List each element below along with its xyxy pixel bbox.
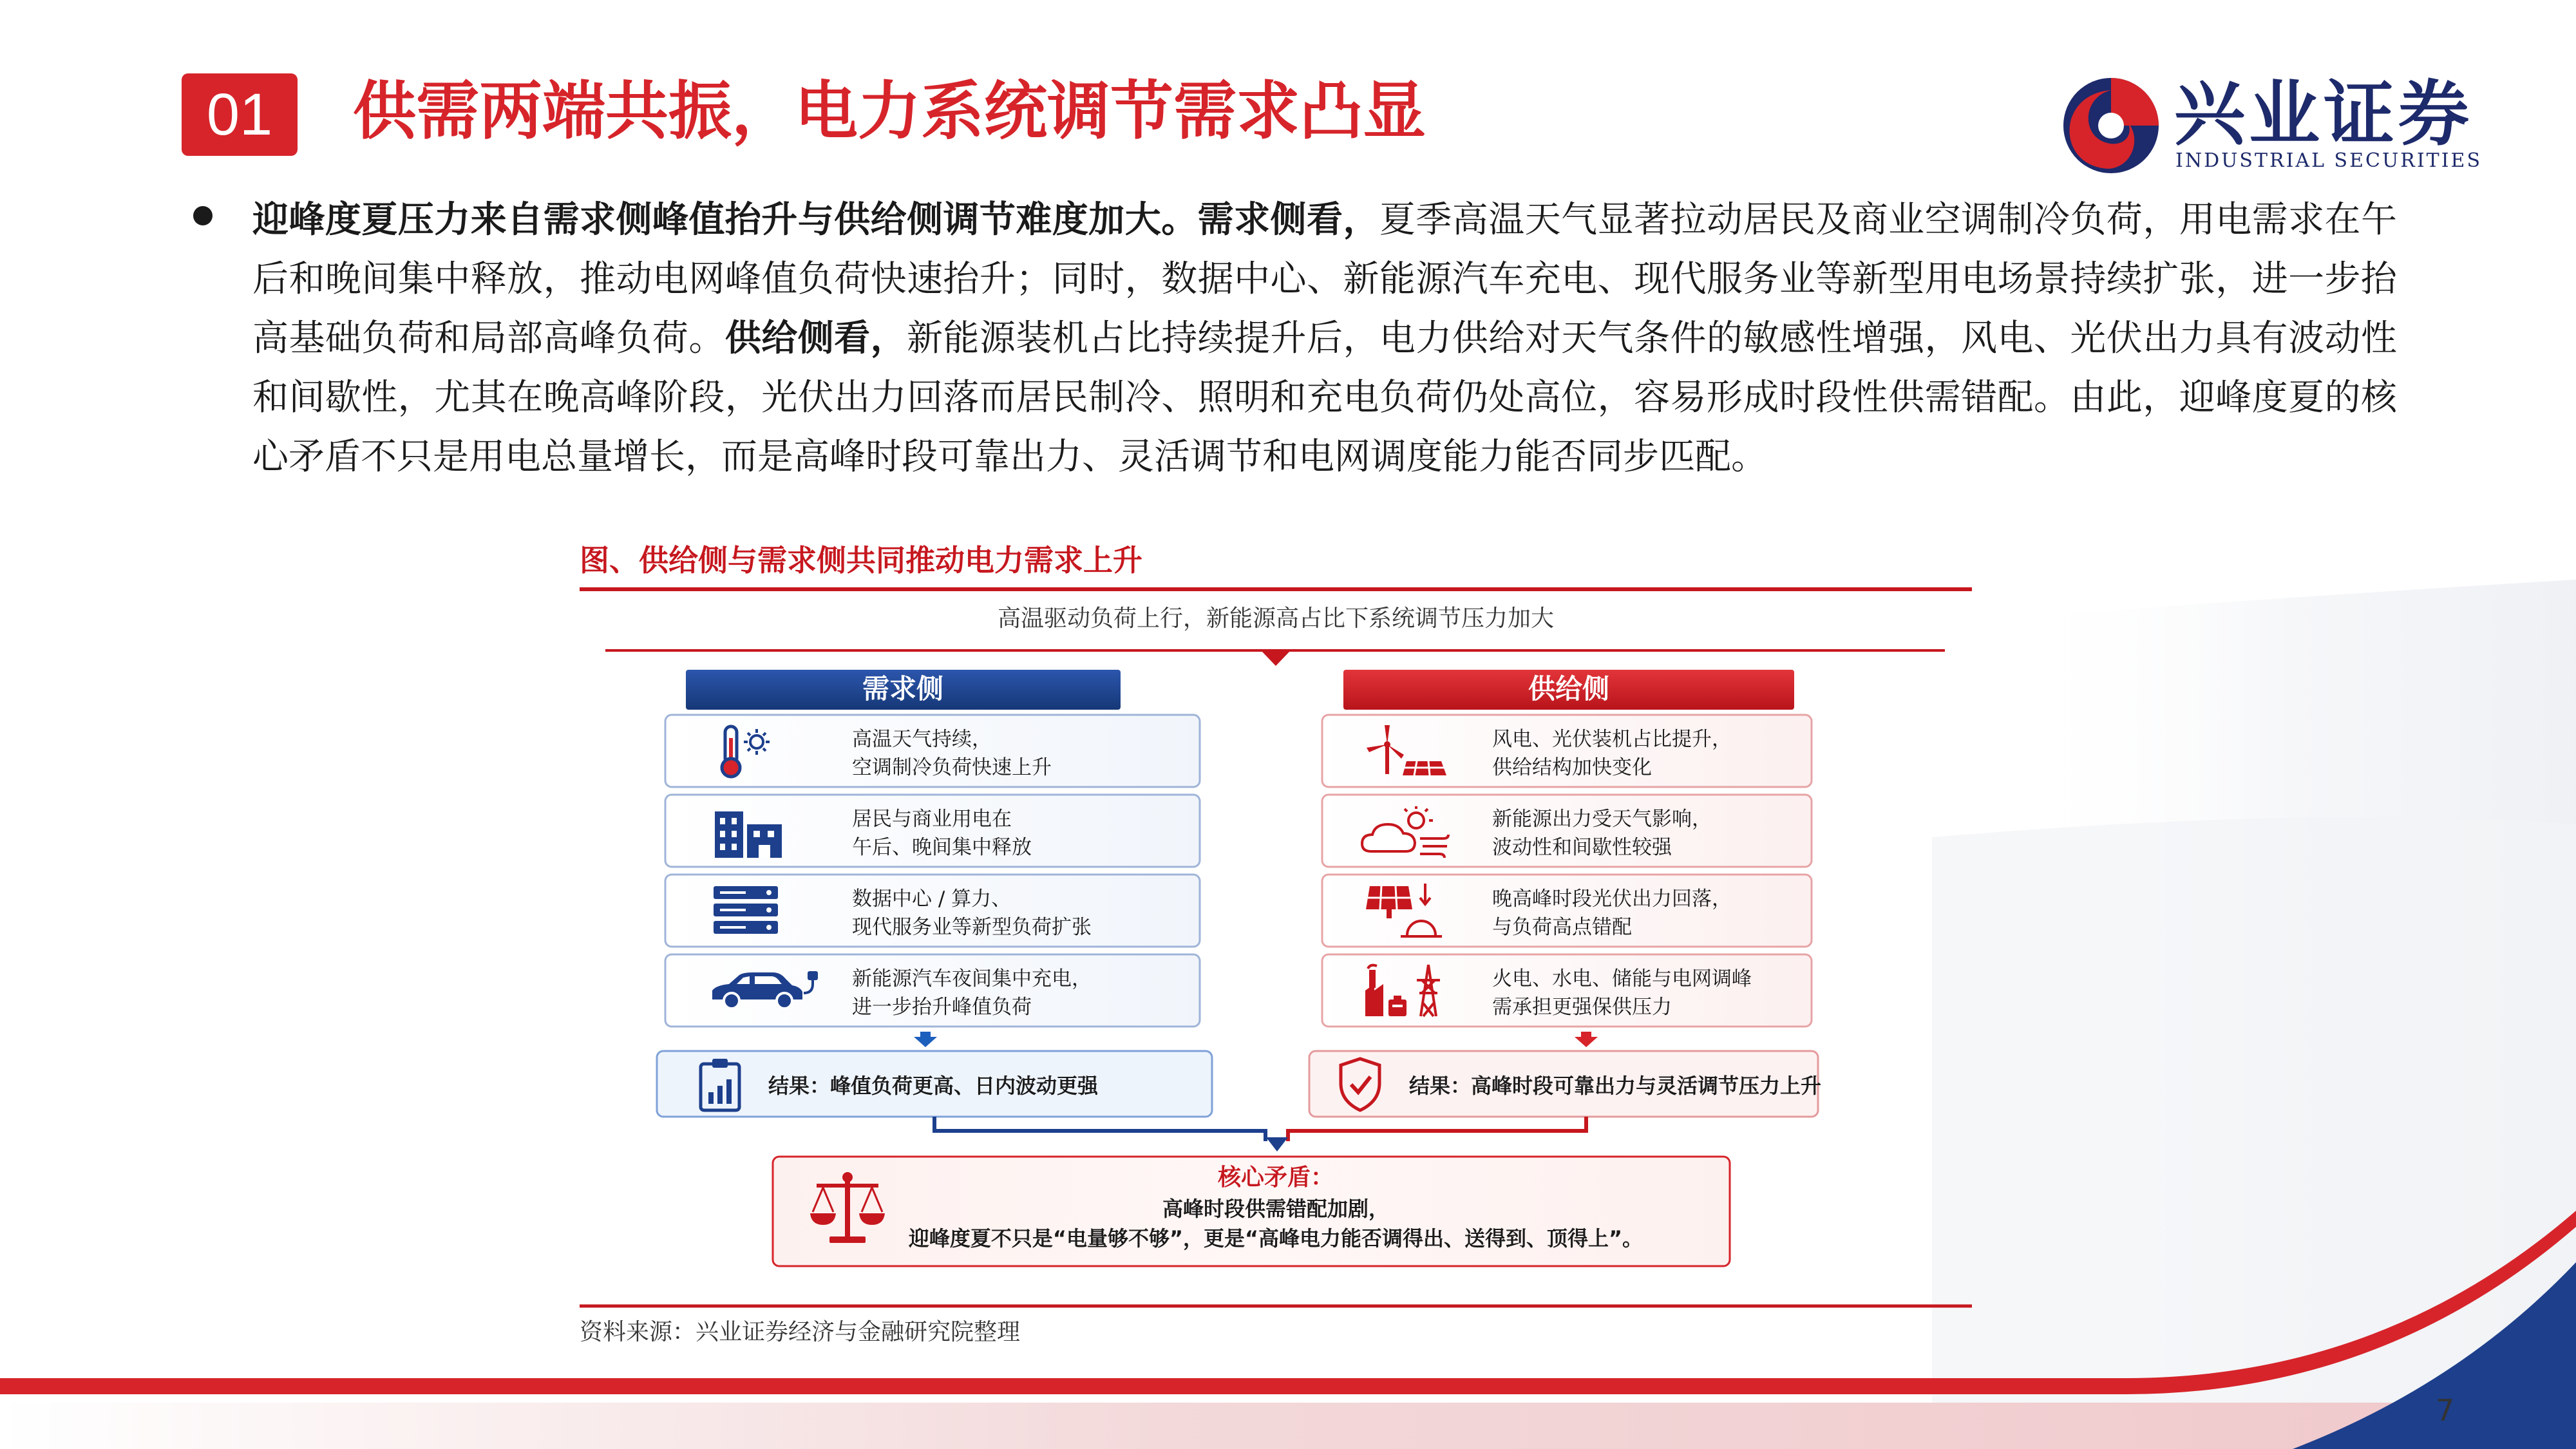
demand-header-label: 需求侧 [862, 673, 944, 705]
supply-card-2-line1: 新能源出力受天气影响， [1492, 808, 1712, 831]
supply-card-4-line1: 火电、水电、储能与电网调峰 [1492, 967, 1752, 990]
demand-card-3-line2: 现代服务业等新型负荷扩张 [852, 916, 1092, 939]
supply-result-box [1309, 1051, 1821, 1117]
supply-card-1-line2: 供给结构加快变化 [1492, 756, 1652, 779]
supply-card-4-line2: 需承担更强保供压力 [1492, 996, 1672, 1019]
demand-card-1-line2: 空调制冷负荷快速上升 [852, 756, 1052, 779]
figure-title: 图、供给侧与需求侧共同推动电力需求上升 [580, 543, 1142, 578]
supply-header [1343, 670, 1794, 710]
core-line1: 高峰时段供需错配加剧， [1162, 1197, 1390, 1221]
demand-card-4-line2: 进一步抬升峰值负荷 [852, 996, 1032, 1019]
body-bold-lead: 迎峰度夏压力来自需求侧峰值抬升与供给侧调节难度加大。 [252, 199, 1198, 241]
supply-card-3-line2: 与负荷高点错配 [1492, 916, 1632, 939]
core-line2: 迎峰度夏不只是“电量够不够”，更是“高峰电力能否调得出、送得到、顶得上”。 [908, 1226, 1643, 1251]
supply-card-4 [1322, 954, 1812, 1027]
demand-card-3 [665, 875, 1200, 947]
demand-header [686, 670, 1121, 710]
body-bold-supply: 供给侧看， [724, 317, 907, 359]
body-paragraph [252, 191, 2397, 487]
core-title: 核心矛盾： [1217, 1164, 1334, 1191]
demand-card-2 [665, 795, 1200, 867]
demand-card-4 [665, 954, 1200, 1027]
demand-result-text: 结果：峰值负荷更高、日内波动更强 [768, 1074, 1099, 1098]
demand-card-1 [665, 715, 1200, 787]
supply-down-arrow [1575, 1032, 1598, 1047]
subtitle-pointer [1261, 650, 1291, 666]
body-demand-text: 夏季高温天气显著拉动居民及商业空调制冷负荷，用电需求在午后和晚间集中释放，推动电网峰值负荷快速抬升；同时，数据中心、新能源汽车充电、现代服务业等新型用电场景持续扩张，进一步抬高基础负荷和局部高峰负荷。 [252, 199, 2398, 359]
body-bold-demand: 需求侧看， [1197, 199, 1379, 241]
core-down-arrow [1266, 1137, 1288, 1151]
demand-card-3-line1: 数据中心 / 算力、 [852, 887, 1012, 911]
supply-card-1-line1: 风电、光伏装机占比提升， [1492, 728, 1732, 751]
figure-source: 资料来源：兴业证券经济与金融研究院整理 [580, 1319, 1021, 1345]
supply-card-1 [1322, 715, 1812, 787]
demand-card-4-line1: 新能源汽车夜间集中充电， [852, 967, 1092, 990]
supply-card-3 [1322, 875, 1812, 947]
supply-result-text: 结果：高峰时段可靠出力与灵活调节压力上升 [1409, 1074, 1822, 1098]
figure-top-rule [580, 587, 1972, 591]
demand-card-2-line1: 居民与商业用电在 [852, 808, 1012, 831]
supply-card-3-line1: 晚高峰时段光伏出力回落， [1492, 887, 1732, 911]
logo-english-name: INDUSTRIAL SECURITIES [2175, 149, 2482, 172]
demand-connector [934, 1117, 1265, 1141]
supply-connector [1288, 1117, 1586, 1141]
logo-chinese-name: 兴业证券 [2174, 72, 2473, 155]
demand-card-2-line2: 午后、晚间集中释放 [852, 836, 1032, 859]
demand-result-box [657, 1051, 1212, 1117]
supply-card-2 [1322, 795, 1812, 867]
section-number-badge: 01 [182, 73, 298, 156]
bullet-dot [193, 206, 213, 225]
supply-card-2-line2: 波动性和间歇性较强 [1492, 836, 1672, 859]
body-supply-text: 新能源装机占比持续提升后，电力供给对天气条件的敏感性增强，风电、光伏出力具有波动性和间歇性，尤其在晚高峰阶段，光伏出力回落而居民制冷、照明和充电负荷仍处高位，容易形成时段性供需错配。由此，迎峰度夏的核心矛盾不只是用电总量增长，而是高峰时段可靠出力、灵活调节和电网调度能力能否同步匹配。 [252, 317, 2398, 478]
supply-demand-diagram [580, 592, 1972, 1314]
figure-subtitle: 高温驱动负荷上行，新能源高占比下系统调节压力加大 [997, 605, 1555, 632]
server-icon [714, 886, 778, 934]
core-contradiction-box [773, 1157, 1730, 1266]
demand-card-1-line1: 高温天气持续， [852, 728, 992, 751]
page-number: 7 [2436, 1393, 2455, 1428]
demand-down-arrow [914, 1032, 937, 1047]
supply-header-label: 供给侧 [1528, 673, 1610, 705]
page-title: 供需两端共振，电力系统调节需求凸显 [353, 75, 1426, 148]
